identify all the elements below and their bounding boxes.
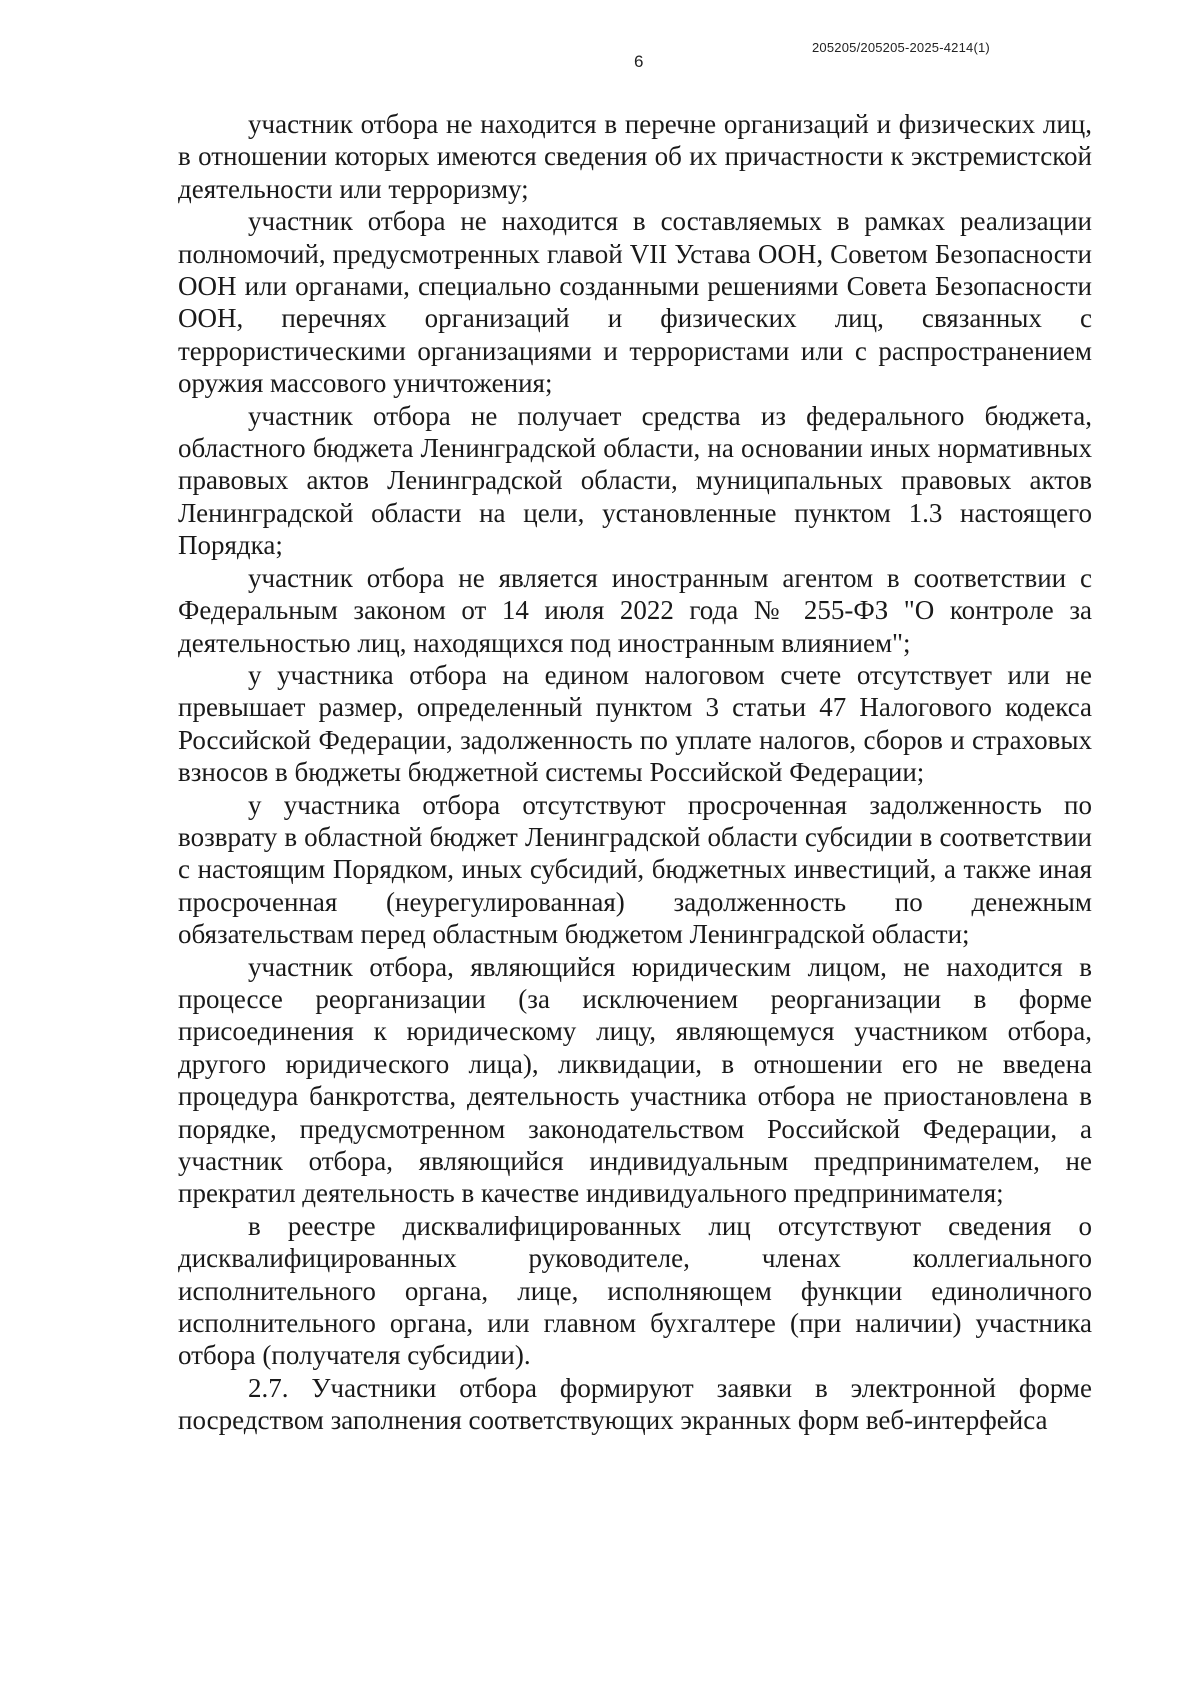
paragraph-un-sanctions-list: участник отбора не находится в составляемых в рамках реализации полномочий, предусмотренных главой VII Устава ООН, Советом Безопасности ООН или органами, специально созданными решениями Совета Безопасности ООН, перечнях организаций и физических лиц, связанных с террористическими организациями и террористами или с распространением оружия массового уничтожения; — [178, 206, 1092, 399]
document-id: 205205/205205-2025-4214(1) — [812, 40, 990, 55]
page-number: 6 — [634, 52, 644, 71]
paragraph-overdue-debt: у участника отбора отсутствуют просроченная задолженность по возврату в областной бюджет Ленинградской области субсидии в соответствии с настоящим Порядком, иных субсидий, бюджетных инвестиций, а также иная просроченная (неурегулированная) задолженность по денежным обязательствам перед областным бюджетом Ленинградской области; — [178, 789, 1092, 950]
paragraph-extremism-list: участник отбора не находится в перечне организаций и физических лиц, в отношении которых имеются сведения об их причастности к экстремистской деятельности или терроризму; — [178, 109, 1092, 204]
paragraph-section-2-7: 2.7. Участники отбора формируют заявки в электронной форме посредством заполнения соответствующих экранных форм веб-интерфейса — [178, 1372, 1092, 1436]
paragraph-tax-debt: у участника отбора на едином налоговом счете отсутствует или не превышает размер, определенный пунктом 3 статьи 47 Налогового кодекса Российской Федерации, задолженность по уплате налогов, сборов и страховых взносов в бюджеты бюджетной системы Российской Федерации; — [178, 659, 1092, 788]
paragraph-foreign-agent: участник отбора не является иностранным агентом в соответствии с Федеральным законом от 14 июля 2022 года № 255-ФЗ "О контроле за деятельностью лиц, находящихся под иностранным влиянием"; — [178, 562, 1092, 658]
paragraph-reorganization: участник отбора, являющийся юридическим лицом, не находится в процессе реорганизации (за исключением реорганизации в форме присоединения к юридическому лицу, являющемуся участником отбора, другого юридического лица), ликвидации, в отношении его не введена процедура банкротства, деятельность участника отбора не приостановлена в порядке, предусмотренном законодательством Российской Федерации, а участник отбора, являющийся индивидуальным предпринимателем, не прекратил деятельность в качестве индивидуального предпринимателя; — [178, 951, 1092, 1209]
document-body — [178, 108, 1092, 1437]
paragraph-disqualified-persons: в реестре дисквалифицированных лиц отсутствуют сведения о дисквалифицированных руководителе, членах коллегиального исполнительного органа, лице, исполняющем функции единоличного исполнительного органа, или главном бухгалтере (при наличии) участника отбора (получателя субсидии). — [178, 1210, 1092, 1371]
paragraph-no-other-funding: участник отбора не получает средства из федерального бюджета, областного бюджета Ленинградской области, на основании иных нормативных правовых актов Ленинградской области, муниципальных правовых актов Ленинградской области на цели, установленные пунктом 1.3 настоящего Порядка; — [178, 400, 1092, 561]
